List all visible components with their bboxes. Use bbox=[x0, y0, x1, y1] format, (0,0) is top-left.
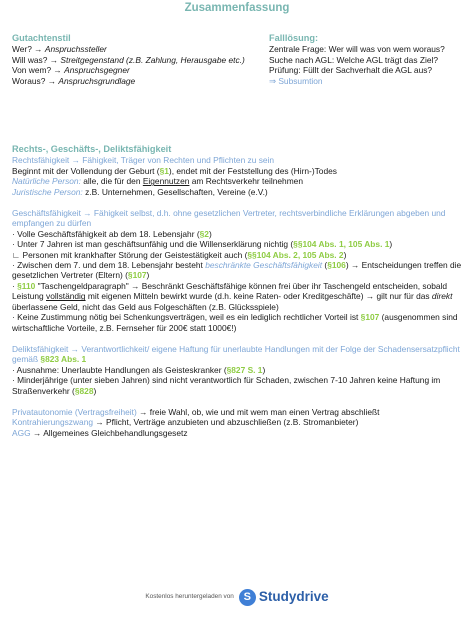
falloesung-section bbox=[269, 33, 469, 86]
paragraph-ref: §828 bbox=[74, 385, 94, 396]
gutachtenstil-section bbox=[12, 33, 262, 86]
gutachtenstil-heading: Gutachtenstil bbox=[12, 33, 71, 43]
deliktsfaehigkeit-label: Deliktsfähigkeit → Verantwortlichkeit/ eigene Haftung für unerlaubte Handlungen mit der Folge der Schadensersatzpflicht gemäß §823 Abs. 1 bbox=[12, 343, 460, 365]
paragraph-ref: §827 S. 1 bbox=[226, 364, 263, 375]
paragraph-ref: §1 bbox=[159, 165, 169, 176]
natuerliche-person: Natürliche Person: alle, die für den Eigennutzen am Rechtsverkehr teilnehmen bbox=[12, 176, 303, 187]
beschraenkte-geschaeftsfaehigkeit: · Zwischen dem 7. und dem 18. Lebensjahr besteht beschränkte Geschäftsfähigkeit (§106) → Entscheidungen treffen die gesetzlichen Vertreter (Eltern) (§107) bbox=[12, 260, 462, 281]
taschengeldparagraph: · §110 "Taschengeldparagraph" → Beschränkt Geschäftsfähige können frei über ihr Taschengeld entscheiden, sobald Leistung vollständig mit eigenen Mitteln bewirkt wurde (d.h. keine Raten- oder Kreditgeschäfte) → gilt nur für das direkt überlassene Geld, nicht das Geld aus Folgeschäften (z.B. Glücksspiele) bbox=[12, 280, 453, 312]
falloesung-line-2: Suche nach AGL: Welche AGL trägt das Ziel? bbox=[269, 54, 438, 65]
keine-zustimmung: · Keine Zustimmung nötig bei Schenkungsverträgen, weil es ein lediglich rechtlicher Vorteil ist §107 (ausgenommen sind wirtschaftliche Vorteile, z.B. Fernseher für 200€ statt 1000€!) bbox=[12, 312, 458, 333]
footer bbox=[0, 586, 474, 608]
juristische-person: Juristische Person: z.B. Unternehmen, Gesellschaften, Vereine (e.V.) bbox=[12, 186, 268, 197]
paragraph-ref: §110 bbox=[17, 280, 36, 291]
falloesung-line-1: Zentrale Frage: Wer will was von wem woraus? bbox=[269, 44, 445, 55]
studydrive-logo-icon[interactable]: S bbox=[239, 589, 256, 606]
volle-geschaeftsfaehigkeit: · Volle Geschäftsfähigkeit ab dem 18. Lebensjahr (§2) bbox=[12, 228, 212, 239]
gutachten-line-4: Woraus? → Anspruchsgrundlage bbox=[12, 75, 136, 86]
geschaeftsfaehigkeit-label: Geschäftsfähigkeit → Fähigkeit selbst, d.h. ohne gesetzlichen Vertreter, rechtsverbindliche Erklärungen abgeben und empfangen zu dürfen bbox=[12, 208, 446, 229]
delikt-minderjaehrige: · Minderjährige (unter sieben Jahren) sind nicht verantwortlich für Schaden, zwischen 7-10 Jahren keine Haftung im Straßenverkehr (§828) bbox=[12, 375, 441, 396]
gutachten-line-3: Von wem? → Anspruchsgegner bbox=[12, 65, 130, 76]
falloesung-line-3: Prüfung: Füllt der Sachverhalt die AGL aus? bbox=[269, 65, 433, 76]
krankhafte-stoerung: ∟ Personen mit krankhafter Störung der Geistestätigkeit auch (§§104 Abs. 2, 105 Abs. 2) bbox=[12, 249, 347, 260]
faehigkeiten-heading: Rechts-, Geschäfts-, Deliktsfähigkeit bbox=[12, 144, 172, 154]
page-title: Zusammenfassung bbox=[184, 2, 290, 14]
paragraph-ref: §107 bbox=[360, 312, 380, 323]
rechtsfaehigkeit-begin: Beginnt mit der Vollendung der Geburt (§1), endet mit der Feststellung des (Hirn-)Todes bbox=[12, 165, 337, 176]
delikt-ausnahme: · Ausnahme: Unerlaubte Handlungen als Geisteskranker (§827 S. 1) bbox=[12, 364, 266, 375]
falloesung-heading: Falllösung: bbox=[269, 33, 318, 43]
paragraph-ref: §106 bbox=[327, 260, 346, 271]
footer-text: Kostenlos heruntergeladen von bbox=[145, 592, 234, 600]
unter-7-jahren: · Unter 7 Jahren ist man geschäftsunfähig und die Willenserklärung nichtig (§§104 Abs. 1, 105 Abs. 1) bbox=[12, 239, 393, 250]
gutachten-line-2: Will was? → Streitgegenstand (z.B. Zahlung, Herausgabe etc.) bbox=[12, 54, 245, 65]
paragraph-ref: §107 bbox=[127, 270, 147, 281]
paragraph-ref: §823 Abs. 1 bbox=[40, 354, 87, 365]
paragraph-ref: §2 bbox=[199, 228, 209, 239]
studydrive-brand[interactable]: Studydrive bbox=[258, 588, 329, 604]
paragraph-ref: §§104 Abs. 2, 105 Abs. 2 bbox=[247, 249, 344, 260]
privatautonomie: Privatautonomie (Vertragsfreiheit) → freie Wahl, ob, wie und mit wem man einen Vertrag abschließt bbox=[12, 406, 380, 417]
kontrahierungszwang: Kontrahierungszwang → Pflicht, Verträge anzubieten und abzuschließen (z.B. Stromanbieter) bbox=[12, 417, 359, 428]
faehigkeiten-section bbox=[12, 144, 464, 438]
agg: AGG → Allgemeines Gleichbehandlungsgesetz bbox=[12, 427, 188, 438]
paragraph-ref: §§104 Abs. 1, 105 Abs. 1 bbox=[293, 239, 390, 250]
subsumtion-note: ⇒ Subsumtion bbox=[269, 75, 323, 86]
rechtsfaehigkeit-label: Rechtsfähigkeit → Fähigkeit, Träger von Rechten und Pflichten zu sein bbox=[12, 155, 275, 166]
gutachten-line-1: Wer? → Anspruchssteller bbox=[12, 44, 107, 55]
